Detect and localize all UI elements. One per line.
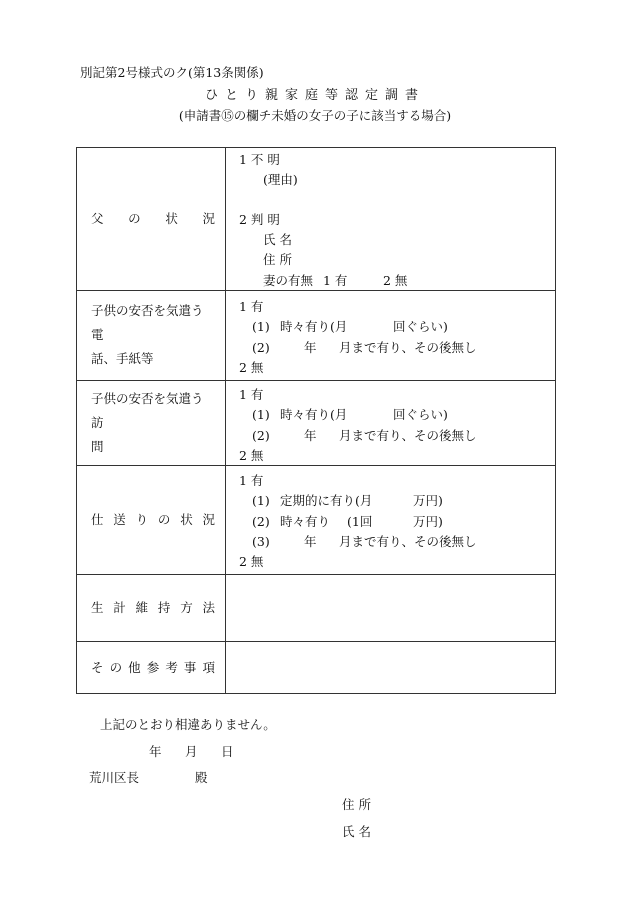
label-char: 父: [91, 211, 104, 226]
label-char: 計: [113, 599, 126, 615]
father-reason-field: (理由): [263, 172, 298, 187]
phone-no-option: 2 無: [239, 360, 264, 375]
father-unknown-option: 1 不 明: [239, 152, 280, 167]
label-char: 維: [135, 599, 149, 615]
label-char: 況: [202, 211, 215, 226]
visit-sometimes-option: 時々有り(月: [280, 407, 348, 422]
declaration-statement: 上記のとおり相違ありません。: [100, 717, 276, 732]
applicant-address-label: 住 所: [342, 797, 371, 812]
visit-times-suffix: 回ぐらい): [393, 407, 448, 422]
survey-table: [76, 147, 556, 694]
remittance-label: [77, 465, 225, 574]
remit-per-time: (1回: [347, 514, 373, 529]
wife-presence-label: 妻の有無: [263, 273, 314, 288]
label-char: 他: [128, 659, 141, 675]
option-number: (3): [252, 534, 270, 549]
remittance-text: [91, 508, 215, 532]
label-char: り: [135, 511, 149, 527]
remit-until-option: 月まで有り、その後無し: [339, 534, 477, 549]
phone-times-suffix: 回ぐらい): [393, 319, 448, 334]
remit-sometimes-option: 時々有り: [280, 514, 331, 529]
label-char: 況: [202, 511, 215, 527]
label-char: 仕: [91, 511, 104, 527]
label-line: 子供の安否を気遣う電: [91, 303, 204, 342]
phone-letters-label: [77, 290, 225, 380]
visit-no-option: 2 無: [239, 448, 264, 463]
label-char: 持: [157, 599, 171, 615]
label-char: の: [109, 659, 123, 675]
label-char: 方: [180, 599, 193, 615]
document-subtitle: (申請書⑮の欄チ未婚の女子の子に該当する場合): [178, 108, 452, 123]
remit-regular-option: 定期的に有り(月: [280, 493, 373, 508]
visits-label: [77, 380, 225, 465]
column-divider: [225, 148, 226, 693]
honorific: 殿: [195, 770, 208, 785]
visit-yes-option: 1 有: [239, 387, 264, 402]
father-address-field: 住 所: [263, 252, 292, 267]
other-notes-text: [91, 656, 215, 680]
label-char: 状: [180, 511, 193, 527]
father-name-field: 氏 名: [263, 232, 292, 247]
remit-amount-suffix: 万円): [413, 514, 443, 529]
father-status-label: [77, 148, 225, 290]
option-number: (2): [252, 428, 270, 443]
livelihood-label: [77, 574, 225, 641]
year-label: 年: [304, 428, 317, 443]
label-char: 生: [91, 599, 104, 615]
document-title: ひとり親家庭等認定調書: [204, 88, 425, 103]
option-number: (1): [252, 407, 270, 422]
date-year: 年: [149, 744, 162, 759]
label-line: 子供の安否を気遣う訪: [91, 390, 204, 430]
label-char: 参: [146, 659, 160, 675]
phone-sometimes-option: 時々有り(月: [280, 319, 348, 334]
label-line: 話、手紙等: [91, 351, 154, 366]
wife-no-option: 2 無: [383, 273, 408, 288]
label-char: の: [128, 211, 141, 226]
remit-yes-option: 1 有: [239, 473, 264, 488]
label-char: 事: [183, 659, 197, 675]
label-char: 状: [165, 211, 178, 226]
option-number: (1): [252, 319, 270, 334]
label-char: そ: [91, 659, 104, 675]
date-day: 日: [221, 744, 234, 759]
option-number: (2): [252, 514, 270, 529]
label-char: 送: [113, 511, 126, 527]
addressee: 荒川区長: [89, 770, 140, 785]
father-known-option: 2 判 明: [239, 212, 280, 227]
other-notes-label: [77, 641, 225, 694]
remit-no-option: 2 無: [239, 554, 264, 569]
label-char: 法: [202, 599, 215, 615]
label-line: 問: [91, 438, 104, 454]
option-number: (1): [252, 493, 270, 508]
label-char: の: [157, 511, 171, 527]
phone-until-option: 月まで有り、その後無し: [339, 340, 477, 355]
form-reference: 別記第2号様式のク(第13条関係): [80, 65, 264, 80]
visit-until-option: 月まで有り、その後無し: [339, 428, 477, 443]
option-number: (2): [252, 340, 270, 355]
year-label: 年: [304, 340, 317, 355]
remit-amount-suffix: 万円): [413, 493, 443, 508]
applicant-name-label: 氏 名: [342, 824, 371, 839]
phone-yes-option: 1 有: [239, 299, 264, 314]
wife-yes-option: 1 有: [323, 273, 348, 288]
label-char: 項: [202, 659, 215, 675]
label-char: 考: [165, 659, 178, 675]
livelihood-text: [91, 596, 215, 620]
date-month: 月: [185, 744, 198, 759]
father-status-text: [91, 207, 215, 231]
year-label: 年: [304, 534, 317, 549]
